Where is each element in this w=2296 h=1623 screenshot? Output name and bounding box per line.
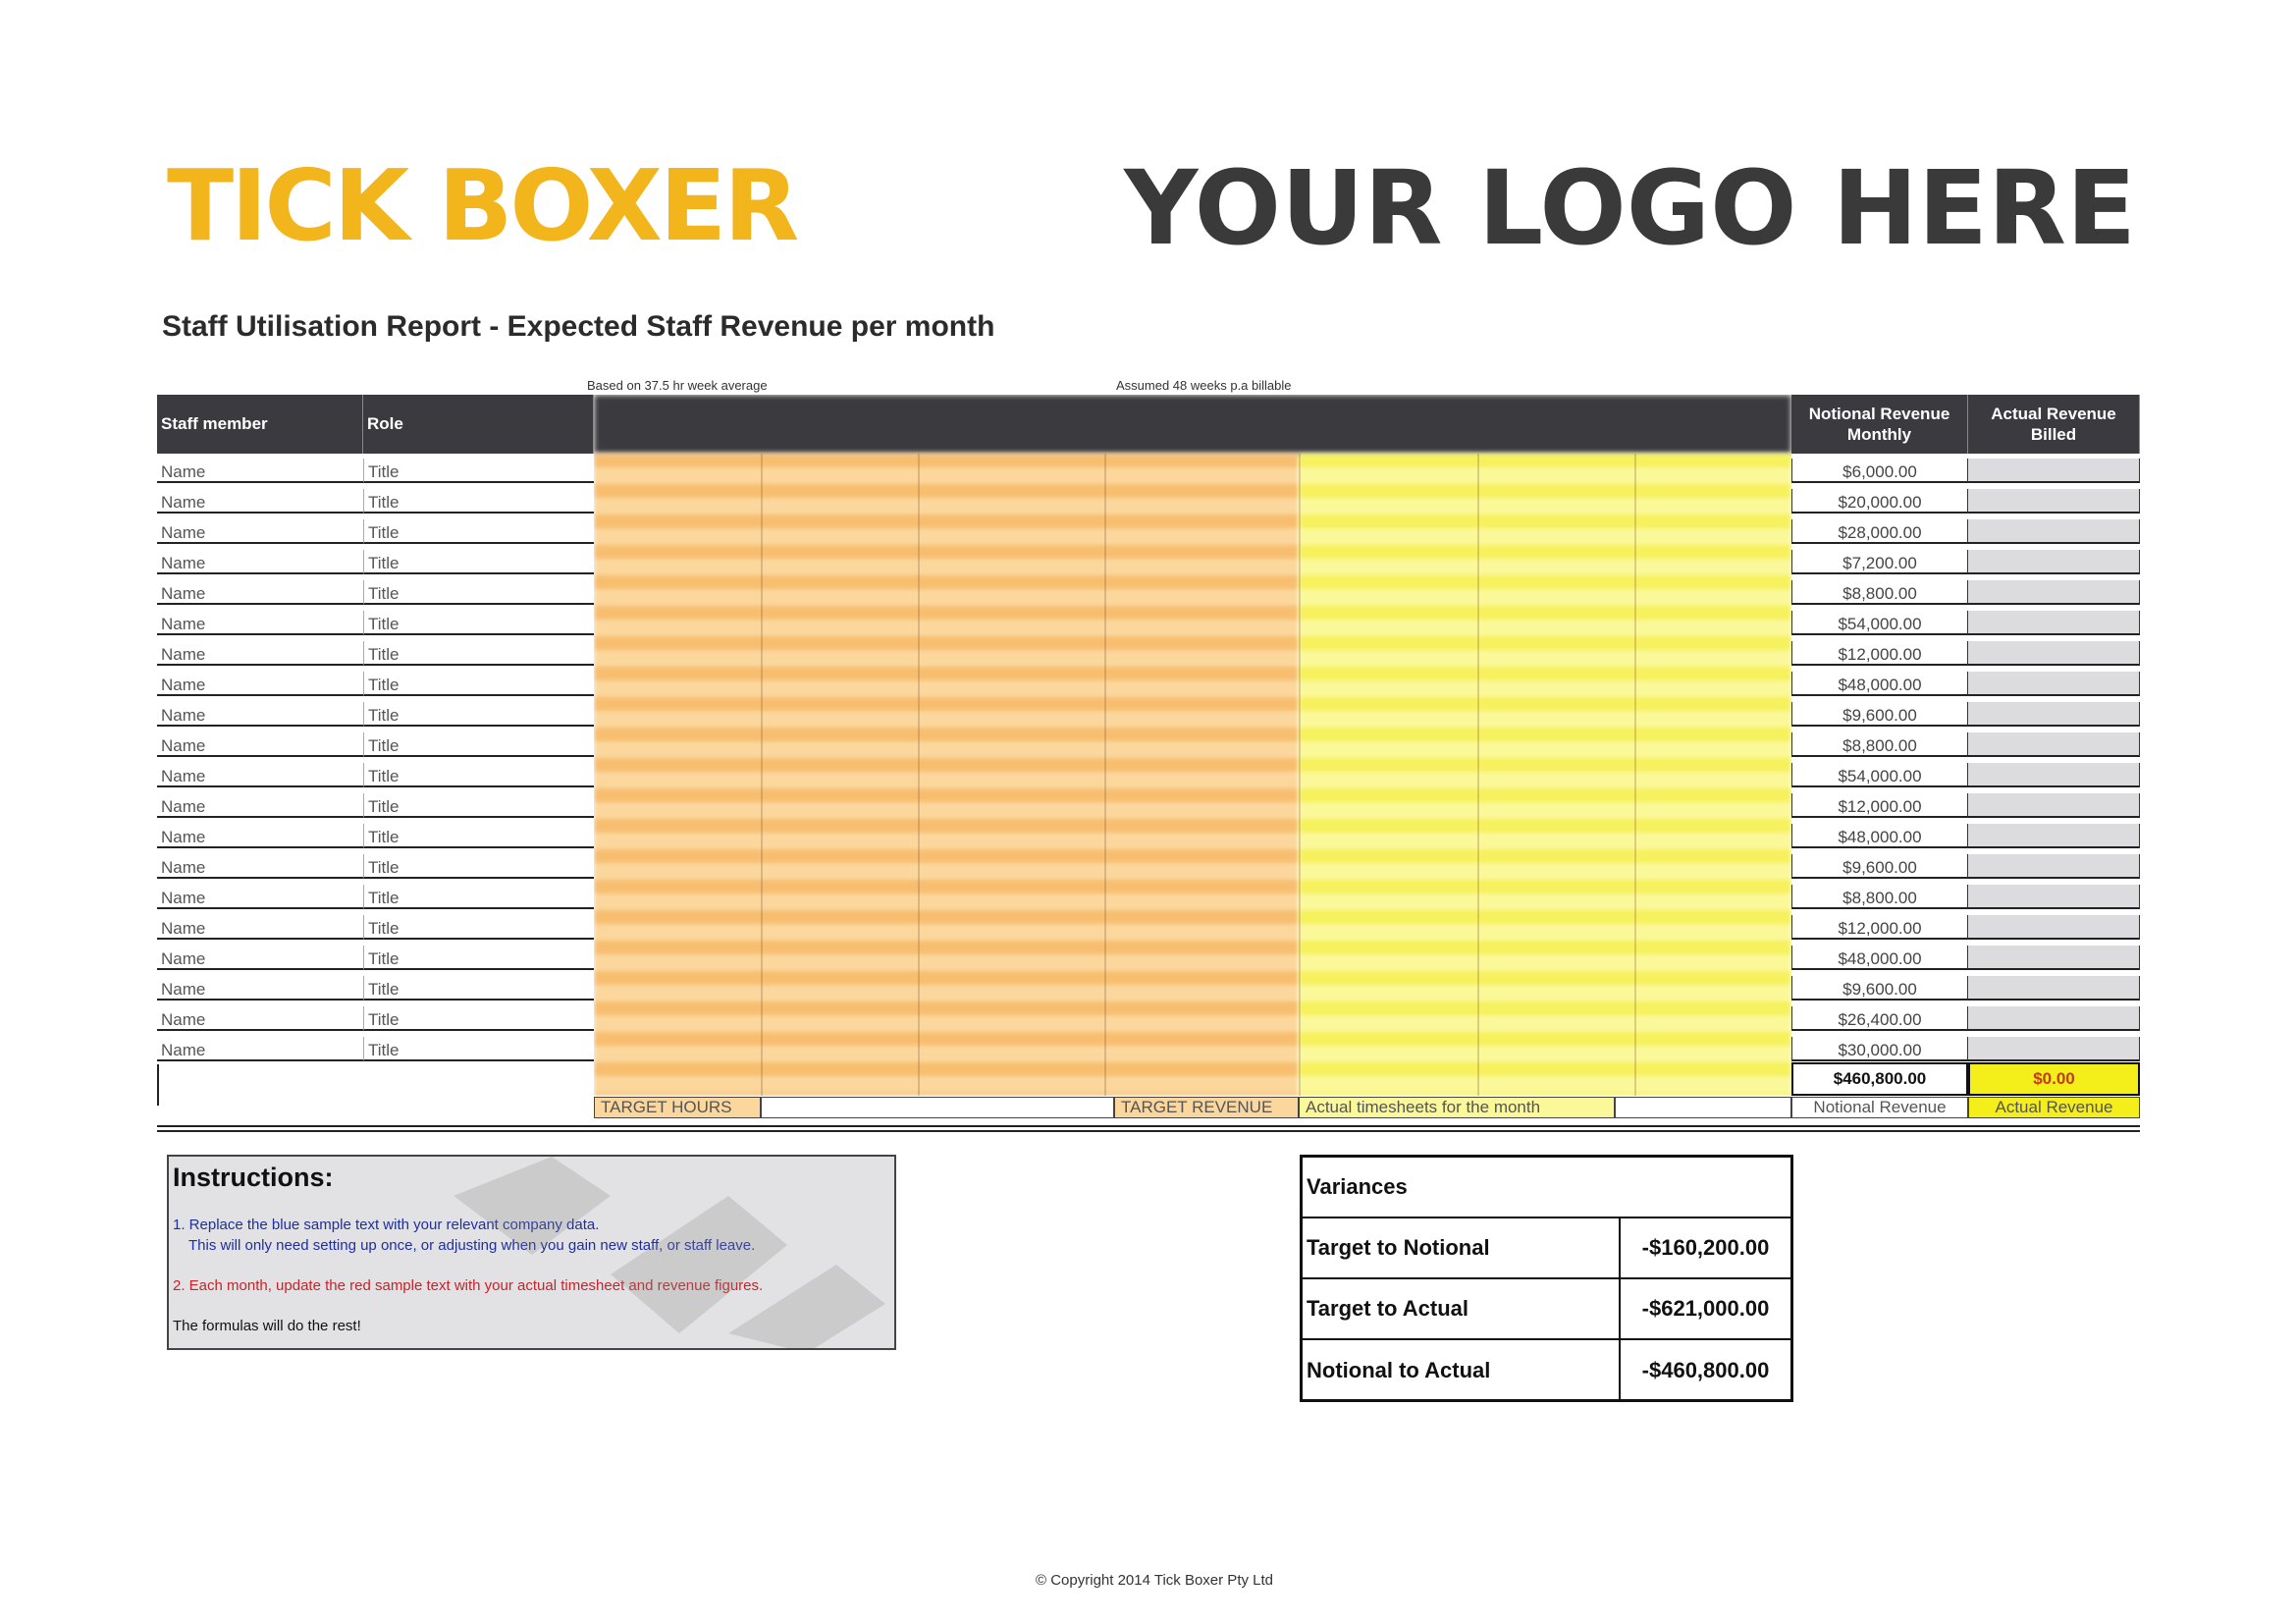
notional-revenue-cell: $30,000.00 — [1791, 1037, 1968, 1061]
actual-revenue-cell — [1968, 915, 2140, 940]
staff-name-cell: Name — [157, 915, 363, 940]
variance-label: Notional to Actual — [1307, 1358, 1491, 1382]
notional-revenue-label: Notional Revenue — [1791, 1097, 1968, 1118]
actual-revenue-cell — [1968, 1006, 2140, 1031]
actual-revenue-cell — [1968, 489, 2140, 514]
column-divider — [1477, 454, 1479, 1096]
notional-revenue-cell: $9,600.00 — [1791, 976, 1968, 1001]
total-actual-revenue: $0.00 — [1968, 1062, 2140, 1096]
role-cell: Title — [363, 885, 594, 909]
actual-revenue-cell — [1968, 976, 2140, 1001]
role-cell: Title — [363, 1037, 594, 1061]
instructions-title: Instructions: — [173, 1163, 334, 1192]
notional-revenue-cell: $28,000.00 — [1791, 519, 1968, 544]
instructions-panel — [167, 1155, 896, 1350]
staff-name-cell: Name — [157, 641, 363, 666]
notional-revenue-cell: $48,000.00 — [1791, 672, 1968, 696]
variance-label: Target to Actual — [1307, 1296, 1469, 1321]
staff-name-cell: Name — [157, 793, 363, 818]
actual-revenue-cell — [1968, 459, 2140, 483]
header-notional-revenue: Notional Revenue Monthly — [1791, 395, 1968, 454]
role-cell: Title — [363, 854, 594, 879]
notional-revenue-cell: $26,400.00 — [1791, 1006, 1968, 1031]
variances-title-row — [1303, 1158, 1790, 1218]
notional-revenue-cell: $8,800.00 — [1791, 580, 1968, 605]
actual-revenue-cell — [1968, 885, 2140, 909]
actual-revenue-cell — [1968, 854, 2140, 879]
column-divider — [761, 454, 763, 1096]
staff-name-cell: Name — [157, 1037, 363, 1061]
staff-name-cell: Name — [157, 519, 363, 544]
actual-revenue-cell — [1968, 793, 2140, 818]
variance-value: -$460,800.00 — [1619, 1340, 1790, 1401]
total-notional-revenue: $460,800.00 — [1791, 1062, 1968, 1096]
column-divider — [918, 454, 920, 1096]
obscured-orange-columns — [594, 454, 1299, 1096]
your-logo-placeholder: YOUR LOGO HERE — [1124, 148, 2136, 268]
notional-revenue-cell: $8,800.00 — [1791, 732, 1968, 757]
role-cell: Title — [363, 976, 594, 1001]
role-cell: Title — [363, 611, 594, 635]
actual-revenue-cell — [1968, 1037, 2140, 1061]
obscured-calculation-columns — [594, 395, 1791, 1096]
variance-row — [1303, 1279, 1790, 1340]
footer-blank-cell — [1615, 1097, 1791, 1118]
role-cell: Title — [363, 793, 594, 818]
actual-revenue-label: Actual Revenue — [1968, 1097, 2140, 1118]
role-cell: Title — [363, 763, 594, 787]
actual-revenue-cell — [1968, 763, 2140, 787]
report-title: Staff Utilisation Report - Expected Staff Revenue per month — [162, 310, 995, 343]
role-cell: Title — [363, 946, 594, 970]
notional-revenue-cell: $6,000.00 — [1791, 459, 1968, 483]
staff-name-cell: Name — [157, 732, 363, 757]
staff-name-cell: Name — [157, 459, 363, 483]
notional-revenue-cell: $8,800.00 — [1791, 885, 1968, 909]
staff-name-cell: Name — [157, 763, 363, 787]
header-staff-member: Staff member — [157, 395, 363, 454]
obscured-yellow-columns — [1299, 454, 1791, 1096]
column-divider — [1634, 454, 1636, 1096]
variances-table — [1300, 1155, 1793, 1402]
staff-name-cell: Name — [157, 976, 363, 1001]
footer-blank-cell — [761, 1097, 1114, 1118]
actual-revenue-cell — [1968, 580, 2140, 605]
actual-revenue-cell — [1968, 611, 2140, 635]
notional-revenue-cell: $48,000.00 — [1791, 946, 1968, 970]
instruction-line-2: This will only need setting up once, or adjusting when you gain new staff, or staff leave. — [188, 1237, 756, 1254]
staff-utilisation-table — [157, 395, 2140, 1133]
watermark-graphic — [414, 1157, 885, 1350]
actual-revenue-cell — [1968, 672, 2140, 696]
staff-name-cell: Name — [157, 611, 363, 635]
role-cell: Title — [363, 915, 594, 940]
actual-revenue-cell — [1968, 702, 2140, 727]
role-cell: Title — [363, 550, 594, 574]
variances-title: Variances — [1307, 1174, 1408, 1199]
notional-revenue-cell: $20,000.00 — [1791, 489, 1968, 514]
notional-revenue-cell: $54,000.00 — [1791, 763, 1968, 787]
staff-name-cell: Name — [157, 1006, 363, 1031]
actual-revenue-cell — [1968, 550, 2140, 574]
staff-name-cell: Name — [157, 489, 363, 514]
staff-name-cell: Name — [157, 550, 363, 574]
role-cell: Title — [363, 641, 594, 666]
actual-revenue-cell — [1968, 519, 2140, 544]
left-blank-cell — [157, 1064, 594, 1106]
actual-timesheets-label: Actual timesheets for the month — [1299, 1097, 1615, 1118]
obscured-header — [594, 395, 1791, 454]
header-actual-revenue: Actual Revenue Billed — [1968, 395, 2140, 454]
staff-name-cell: Name — [157, 672, 363, 696]
role-cell: Title — [363, 519, 594, 544]
variance-row — [1303, 1340, 1790, 1401]
variance-row — [1303, 1218, 1790, 1279]
staff-name-cell: Name — [157, 580, 363, 605]
target-hours-label: TARGET HOURS — [594, 1097, 761, 1118]
role-cell: Title — [363, 489, 594, 514]
notional-revenue-cell: $7,200.00 — [1791, 550, 1968, 574]
instruction-line-3: 2. Each month, update the red sample text with your actual timesheet and revenue figures. — [173, 1277, 764, 1294]
variance-value: -$621,000.00 — [1619, 1279, 1790, 1338]
staff-name-cell: Name — [157, 702, 363, 727]
column-divider — [1104, 454, 1106, 1096]
variance-value: -$160,200.00 — [1619, 1218, 1790, 1277]
role-cell: Title — [363, 824, 594, 848]
variance-label: Target to Notional — [1307, 1235, 1490, 1260]
header-role: Role — [363, 395, 594, 454]
copyright-notice: © Copyright 2014 Tick Boxer Pty Ltd — [1036, 1572, 1273, 1589]
staff-name-cell: Name — [157, 946, 363, 970]
note-hours: Based on 37.5 hr week average — [587, 378, 768, 393]
actual-revenue-cell — [1968, 824, 2140, 848]
instruction-line-4: The formulas will do the rest! — [173, 1318, 361, 1334]
notional-revenue-cell: $48,000.00 — [1791, 824, 1968, 848]
column-divider — [1299, 454, 1301, 1096]
tick-boxer-logo: TICK BOXER — [167, 148, 797, 263]
actual-revenue-cell — [1968, 732, 2140, 757]
notional-revenue-cell: $12,000.00 — [1791, 641, 1968, 666]
role-cell: Title — [363, 1006, 594, 1031]
staff-name-cell: Name — [157, 885, 363, 909]
notional-revenue-cell: $9,600.00 — [1791, 702, 1968, 727]
role-cell: Title — [363, 672, 594, 696]
notional-revenue-cell: $9,600.00 — [1791, 854, 1968, 879]
role-cell: Title — [363, 732, 594, 757]
table-bottom-rule — [157, 1125, 2140, 1132]
notional-revenue-cell: $12,000.00 — [1791, 915, 1968, 940]
staff-name-cell: Name — [157, 854, 363, 879]
notional-revenue-cell: $12,000.00 — [1791, 793, 1968, 818]
target-revenue-label: TARGET REVENUE — [1114, 1097, 1299, 1118]
note-weeks: Assumed 48 weeks p.a billable — [1116, 378, 1292, 393]
instruction-line-1: 1. Replace the blue sample text with your relevant company data. — [173, 1217, 600, 1233]
staff-name-cell: Name — [157, 824, 363, 848]
notional-revenue-cell: $54,000.00 — [1791, 611, 1968, 635]
role-cell: Title — [363, 580, 594, 605]
role-cell: Title — [363, 702, 594, 727]
actual-revenue-cell — [1968, 641, 2140, 666]
role-cell: Title — [363, 459, 594, 483]
actual-revenue-cell — [1968, 946, 2140, 970]
